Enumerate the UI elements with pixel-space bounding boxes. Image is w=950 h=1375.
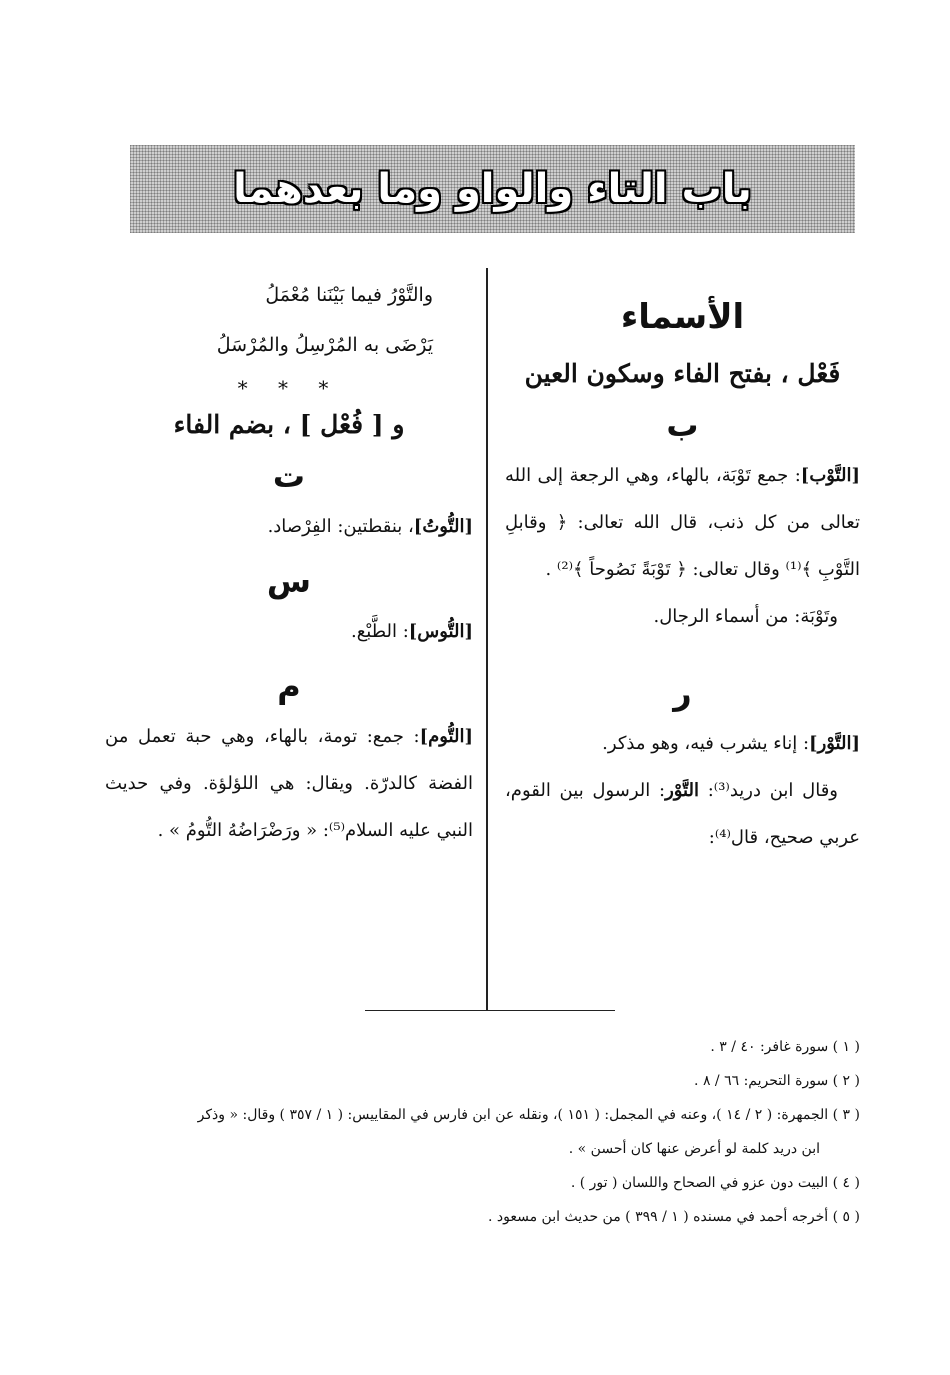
entry-text: : الرسول بين القوم، عربي صحيح، قال⁽⁴⁾: [505, 780, 860, 848]
entry-text: : جمع تَوْبَة، بالهاء، وهي الرجعة إلى الله تعالى من كل ذنب، قال الله تعالى: ﴿ وقابلِ التَّوْبِ ﴾⁽¹⁾ وقال تعالى: ﴿ تَوْبَةً نَصُوحاً ﴾⁽²⁾ . [505, 465, 860, 580]
entry-text: : إناء يشرب فيه، وهو مذكر. [602, 733, 810, 754]
entry-term: [التُّوتُ] [413, 516, 473, 537]
letter-heading-r: ر [673, 674, 692, 712]
entry-tawr-ibn-durayd [505, 767, 860, 861]
letter-heading-t: ت [272, 457, 306, 495]
entry-tum [105, 713, 473, 854]
entry-term: [التَّوْب] [800, 465, 860, 486]
section-separator: * * * [237, 376, 341, 400]
entry-text: ، بنقطتين: الفِرْصاد. [267, 516, 414, 537]
chapter-banner [130, 145, 855, 233]
chapter-title: باب التاء والواو وما بعدهما [233, 166, 752, 212]
column-divider [486, 268, 488, 1010]
entry-text: : الطَّبْع. [350, 621, 409, 642]
entry-tut [105, 503, 473, 550]
footnote-5: ( ٥ ) أخرجه أحمد في مسنده ( ١ / ٣٩٩ ) من حديث ابن مسعود . [488, 1209, 860, 1225]
entry-text: : جمع: تومة، بالهاء، وهي حبة تعمل من الفضة كالدرّة. ويقال: هي اللؤلؤة. وفي حديث النبي عليه السلام⁽⁵⁾: « ورَضْرَاضُهُ التُّومُ » . [105, 726, 473, 841]
entry-tawba-name: وتَوْبَة: من أسماء الرجال. [653, 606, 838, 627]
entry-term: [التُّوم] [419, 726, 473, 747]
footnote-3: ( ٣ ) الجمهرة: ( ٢ / ١٤ )، وعنه في المجمل: ( ١٥١ )، ونقله عن ابن فارس في المقاييس: ( ١ / ٣٥٧ ) وقال: « وذكر [197, 1107, 860, 1123]
letter-heading-b: ب [666, 406, 699, 444]
entry-lead: وقال ابن دريد⁽³⁾: [698, 780, 838, 801]
verse-line-1: والتَّوْرُ فيما بَيْنَنا مُعْمَلُ [265, 284, 433, 306]
entry-term: [التَّوْر] [809, 733, 860, 754]
entry-tawb [505, 452, 860, 593]
footnote-divider [365, 1010, 615, 1011]
pattern-heading: و [ فُعْل ] ، بضم الفاء [173, 410, 405, 439]
left-column [105, 270, 473, 854]
entry-tus [105, 608, 473, 655]
letter-heading-m: م [277, 667, 301, 705]
footnotes [100, 1030, 860, 1234]
footnote-2: ( ٢ ) سورة التحريم: ٦٦ / ٨ . [694, 1073, 860, 1089]
footnote-3-continuation: ابن دريد كلمة لو أعرض عنها كان أحسن » . [568, 1141, 820, 1157]
verse-line-2: يَرْضَى به المُرْسِلُ والمُرْسَلُ [216, 334, 433, 356]
entry-term: التَّوْر [665, 780, 699, 801]
footnote-4: ( ٤ ) البيت دون عزو في الصحاح واللسان ( تور ) . [570, 1175, 860, 1191]
entry-tawr [505, 720, 860, 767]
footnote-1: ( ١ ) سورة غافر: ٤٠ / ٣ . [710, 1039, 860, 1055]
section-title: الأسماء [620, 297, 745, 337]
right-column [505, 285, 860, 861]
pattern-heading: فَعْل ، بفتح الفاء وسكون العين [524, 359, 841, 388]
entry-term: [التُّوس] [408, 621, 473, 642]
letter-heading-s: س [266, 562, 312, 600]
